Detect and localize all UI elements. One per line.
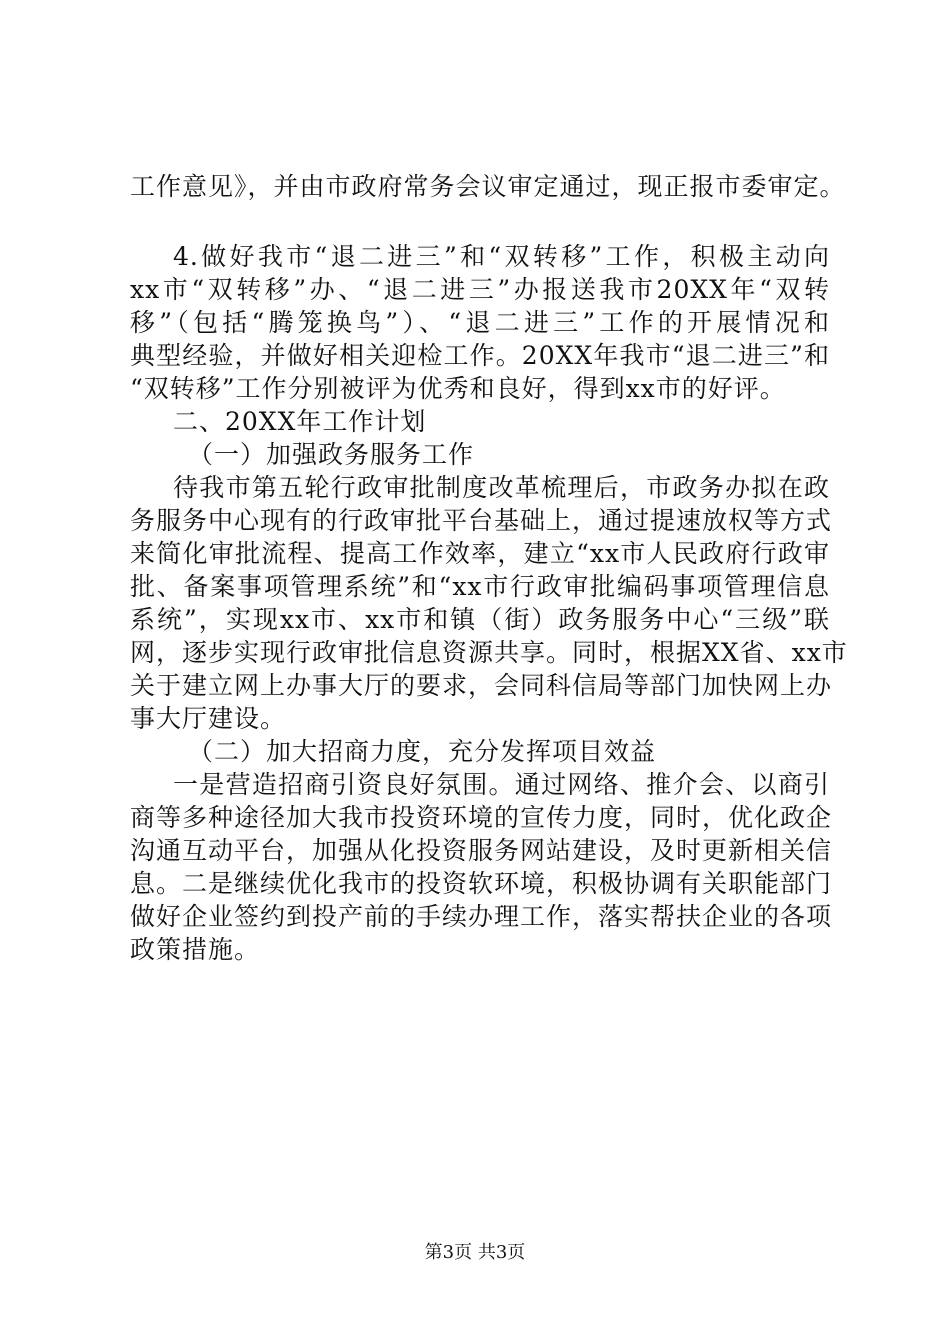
text-line: 移”（包括“腾笼换鸟”）、“退二进三”工作的开展情况和 bbox=[130, 308, 830, 337]
text-line: 网，逐步实现行政审批信息资源共享。同时，根据XX省、xx市 bbox=[130, 638, 848, 667]
text-line: 关于建立网上办事大厅的要求，会同科信局等部门加快网上办 bbox=[130, 671, 833, 700]
text-line: 系统”，实现xx市、xx市和镇（街）政务服务中心“三级”联 bbox=[130, 605, 830, 634]
paragraph-gap bbox=[130, 203, 830, 240]
text-line: xx市“双转移”办、“退二进三”办报送我市20XX年“双转 bbox=[130, 275, 830, 304]
text-line: 息。二是继续优化我市的投资软环境，积极协调有关职能部门 bbox=[130, 869, 833, 898]
text-line: 4.做好我市“退二进三”和“双转移”工作，积极主动向 bbox=[173, 242, 830, 271]
text-line: 务服务中心现有的行政审批平台基础上，通过提速放权等方式 bbox=[130, 506, 833, 535]
paragraph-continuation bbox=[130, 170, 846, 203]
text-line: 商等多种途径加大我市投资环境的宣传力度，同时，优化政企 bbox=[130, 803, 833, 832]
subheading-investment bbox=[130, 735, 830, 768]
text-line: 一是营造招商引资良好氛围。通过网络、推介会、以商引 bbox=[173, 770, 830, 799]
page-footer bbox=[0, 1242, 950, 1264]
text-line: 工作意见》，并由市政府常务会议审定通过，现正报市委审定。 bbox=[130, 172, 846, 201]
text-line: “双转移”工作分别被评为优秀和良好，得到xx市的好评。 bbox=[130, 374, 786, 403]
text-line: 典型经验，并做好相关迎检工作。20XX年我市“退二进三”和 bbox=[130, 341, 830, 370]
section-heading-plan bbox=[130, 405, 830, 438]
page-number: 第3页 共3页 bbox=[424, 1242, 526, 1263]
text-line: 批、备案事项管理系统”和“xx市行政审批编码事项管理信息 bbox=[130, 572, 830, 601]
section-heading: 二、20XX年工作计划 bbox=[173, 407, 427, 436]
text-line: 做好企业签约到投产前的手续办理工作，落实帮扶企业的各项 bbox=[130, 902, 833, 931]
subheading-government-service bbox=[130, 438, 830, 471]
text-line: 来简化审批流程、提高工作效率，建立“xx市人民政府行政审 bbox=[130, 539, 830, 568]
subheading: （二）加大招商力度，充分发挥项目效益 bbox=[188, 737, 657, 766]
text-line: 沟通互动平台，加强从化投资服务网站建设，及时更新相关信 bbox=[130, 836, 833, 865]
text-line: 待我市第五轮行政审批制度改革梳理后，市政务办拟在政 bbox=[173, 473, 830, 502]
document-body bbox=[130, 170, 848, 966]
paragraph-government-service bbox=[130, 471, 848, 735]
subheading: （一）加强政务服务工作 bbox=[188, 440, 475, 469]
text-line: 事大厅建设。 bbox=[130, 704, 287, 733]
text-line: 政策措施。 bbox=[130, 935, 261, 964]
paragraph-item-4 bbox=[130, 240, 830, 405]
paragraph-investment bbox=[130, 768, 833, 966]
